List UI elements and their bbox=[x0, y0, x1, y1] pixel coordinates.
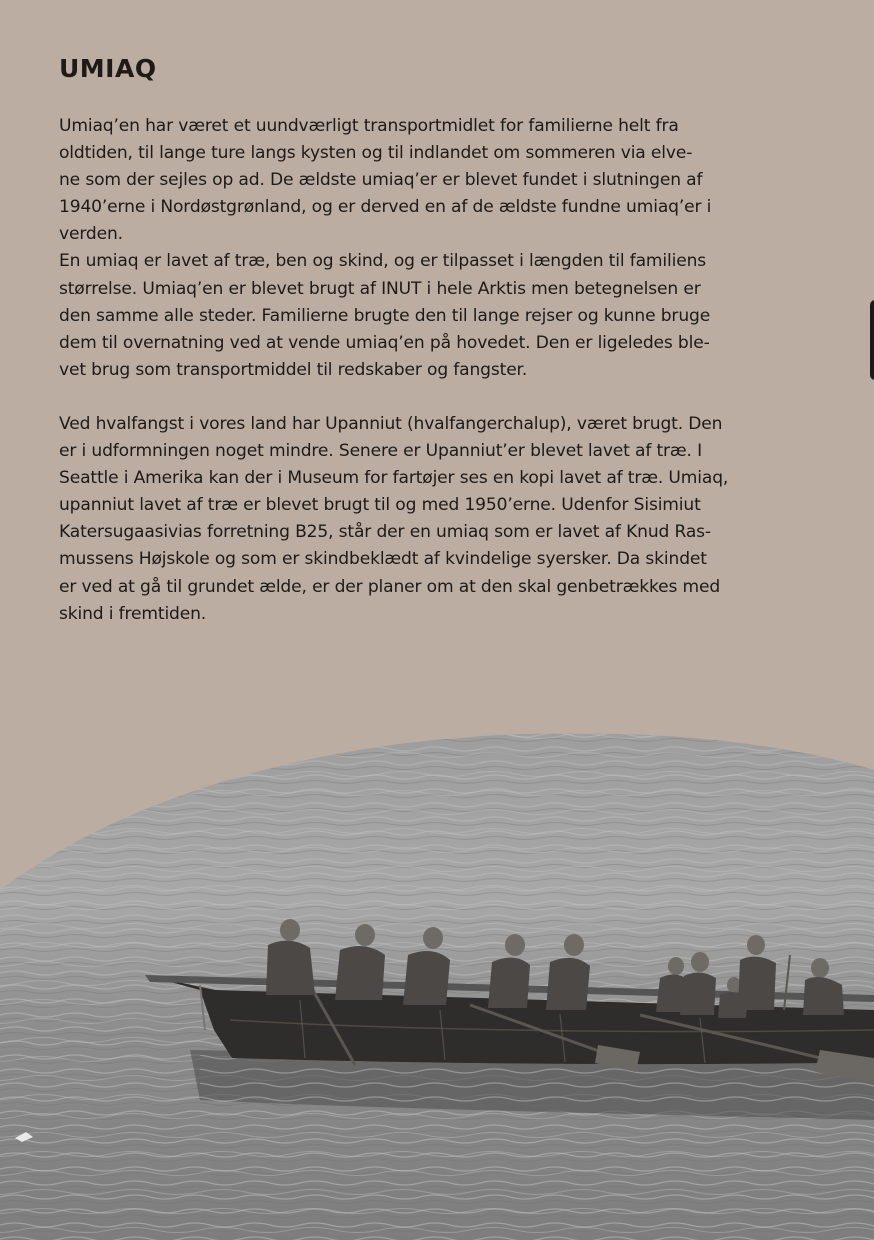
text-line: verden. bbox=[59, 224, 123, 245]
text-line: Ved hvalfangst i vores land har Upanniut (hvalfangerchalup), været brugt. Den bbox=[59, 413, 723, 434]
text-line: dem til overnatning ved at vende umiaq’en på hovedet. Den er ligeledes ble- bbox=[59, 332, 710, 353]
text-line: ne som der sejles op ad. De ældste umiaq’er er blevet fundet i slutningen af bbox=[59, 170, 703, 191]
text-line: oldtiden, til lange ture langs kysten og til indlandet om sommeren via elve- bbox=[59, 143, 693, 164]
text-line: størrelse. Umiaq’en er blevet brugt af INUT i hele Arktis men betegnelsen er bbox=[59, 278, 701, 299]
text-line: 1940’erne i Nordøstgrønland, og er derved en af de ældste fundne umiaq’er i bbox=[59, 197, 712, 218]
text-line: mussens Højskole og som er skindbeklædt af kvindelige syersker. Da skindet bbox=[59, 549, 707, 570]
text-line: Katersugaasivias forretning B25, står der en umiaq som er lavet af Knud Ras- bbox=[59, 522, 711, 543]
text-line: er ved at gå til grundet ælde, er der planer om at den skal genbetrækkes med bbox=[59, 576, 721, 597]
text-line: den samme alle steder. Familierne brugte den til lange rejser og kunne bruge bbox=[59, 305, 711, 326]
text-line: vet brug som transportmiddel til redskaber og fangster. bbox=[59, 359, 528, 380]
text-line: Umiaq’en har været et uundværligt transportmidlet for familierne helt fra bbox=[59, 116, 679, 136]
water-area bbox=[0, 720, 874, 1240]
text-line: skind i fremtiden. bbox=[59, 603, 207, 624]
text-line: upanniut lavet af træ er blevet brugt til og med 1950’erne. Udenfor Sisimiut bbox=[59, 495, 701, 516]
text-line: er i udformningen noget mindre. Senere er Upanniut’er blevet lavet af træ. I bbox=[59, 441, 702, 462]
page-title: UMIAQ bbox=[59, 54, 157, 83]
text-line: En umiaq er lavet af træ, ben og skind, og er tilpasset i længden til familiens bbox=[59, 251, 707, 272]
text-line: Seattle i Amerika kan der i Museum for fartøjer ses en kopi lavet af træ. Umiaq, bbox=[59, 468, 729, 489]
